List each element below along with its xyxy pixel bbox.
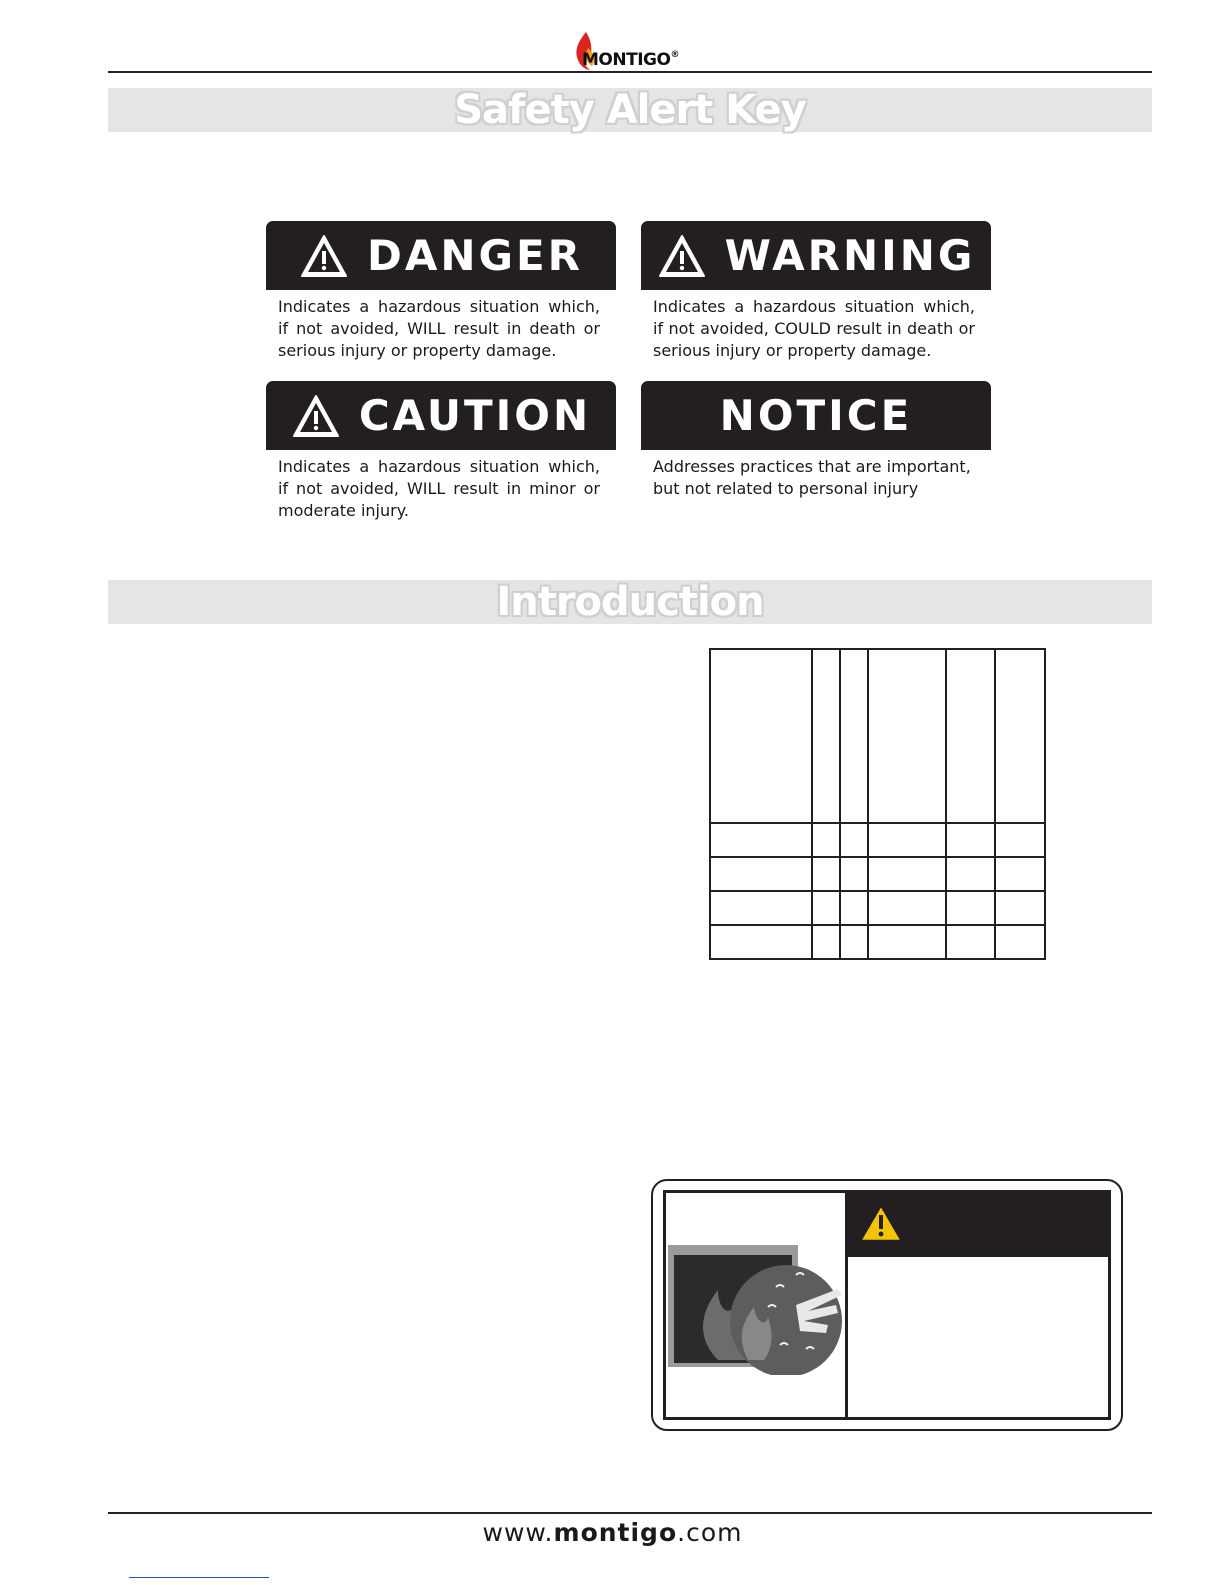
warning-header — [641, 221, 991, 290]
table-cell — [812, 823, 840, 857]
footer-link-underline — [129, 1577, 269, 1578]
caution-label: CAUTION — [358, 391, 592, 440]
notice-alert — [641, 381, 991, 500]
danger-description: Indicates a hazardous situation which, if not avoided, WILL result in death or serious injury or property damage. — [278, 297, 600, 360]
table-header-row — [710, 649, 1045, 823]
table-cell — [995, 823, 1045, 857]
table-row — [710, 823, 1045, 857]
table-cell — [710, 649, 812, 823]
table-cell — [995, 925, 1045, 959]
hot-glass-hand-icon — [668, 1245, 844, 1375]
danger-alert — [266, 221, 616, 362]
footer-website: www.montigo.com — [482, 1518, 743, 1547]
table-cell — [946, 823, 995, 857]
section-title: Safety Alert Key — [454, 87, 806, 133]
notice-label: NOTICE — [719, 391, 913, 440]
header-rule — [108, 71, 1152, 73]
notice-header — [641, 381, 991, 450]
warning-triangle-icon — [657, 233, 707, 279]
table-cell — [946, 857, 995, 891]
warning-label: WARNING — [724, 231, 976, 280]
table-cell — [812, 649, 840, 823]
table-cell — [710, 891, 812, 925]
caution-header — [266, 381, 616, 450]
safety-alert-key-bar — [108, 88, 1152, 132]
caution-alert — [266, 381, 616, 522]
warning-alert — [641, 221, 991, 362]
notice-description: Addresses practices that are important, but not related to personal injury — [653, 457, 971, 498]
montigo-logo — [572, 30, 684, 74]
table-cell — [840, 649, 868, 823]
introduction-bar — [108, 580, 1152, 624]
table-cell — [840, 823, 868, 857]
table-row — [710, 925, 1045, 959]
table-cell — [946, 891, 995, 925]
table-cell — [710, 925, 812, 959]
table-cell — [868, 891, 946, 925]
caution-triangle-icon — [858, 1203, 904, 1243]
table-cell — [812, 857, 840, 891]
table-cell — [840, 891, 868, 925]
danger-label: DANGER — [366, 231, 584, 280]
section-title: Introduction — [496, 579, 764, 625]
warning-triangle-icon — [291, 393, 341, 439]
logo-wordmark: MONTIGO® — [582, 50, 679, 70]
warning-label-divider — [845, 1190, 848, 1420]
table-cell — [710, 857, 812, 891]
table-row — [710, 891, 1045, 925]
warning-description: Indicates a hazardous situation which, if not avoided, COULD result in death or serious injury or property damage. — [653, 297, 975, 360]
caution-description: Indicates a hazardous situation which, if not avoided, WILL result in minor or moderate injury. — [278, 457, 600, 520]
table-cell — [995, 857, 1045, 891]
table-cell — [868, 925, 946, 959]
table-cell — [868, 857, 946, 891]
table-cell — [840, 925, 868, 959]
table-cell — [812, 925, 840, 959]
danger-header — [266, 221, 616, 290]
table-cell — [710, 823, 812, 857]
spec-table — [709, 648, 1046, 960]
table-cell — [995, 891, 1045, 925]
table-cell — [868, 823, 946, 857]
table-cell — [812, 891, 840, 925]
footer-rule — [108, 1512, 1152, 1514]
table-row — [710, 857, 1045, 891]
warning-triangle-icon — [299, 233, 349, 279]
table-cell — [995, 649, 1045, 823]
table-cell — [868, 649, 946, 823]
table-cell — [946, 925, 995, 959]
table-cell — [840, 857, 868, 891]
table-cell — [946, 649, 995, 823]
